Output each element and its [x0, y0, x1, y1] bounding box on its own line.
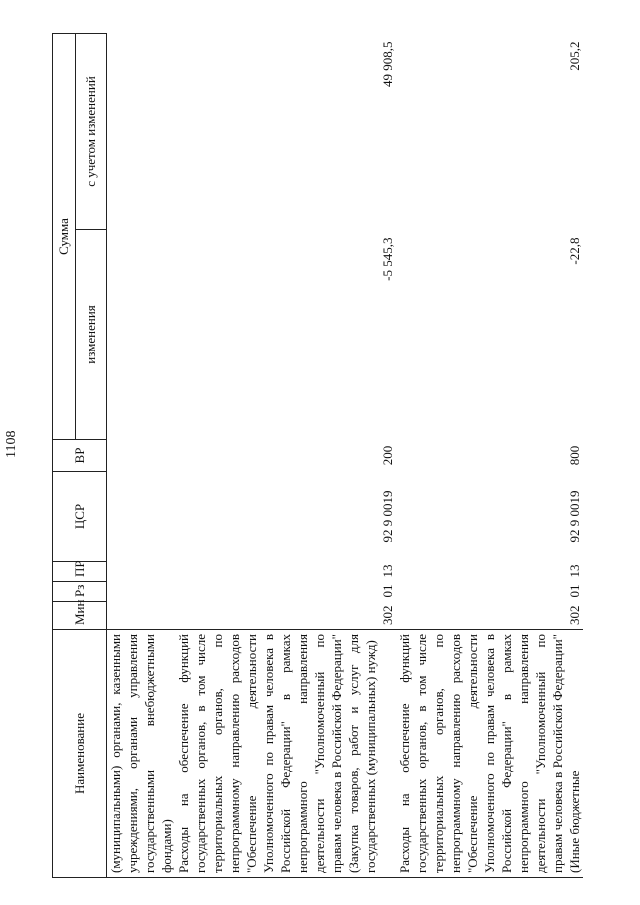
- row-vr: [107, 440, 176, 472]
- budget-table: [52, 33, 583, 878]
- row-pr: 13: [380, 564, 395, 578]
- row-change: -22,8: [567, 237, 582, 265]
- header-csr: ЦСР: [53, 472, 107, 562]
- row-total: 49 908,5: [380, 41, 395, 87]
- row-csr: [107, 472, 176, 562]
- table-row: [175, 34, 396, 878]
- row-change: -5 545,3: [380, 237, 395, 281]
- row-min: 302: [567, 605, 582, 625]
- row-rz: [107, 582, 176, 602]
- row-csr: 92 9 0019: [380, 490, 395, 543]
- row-change: [107, 230, 176, 440]
- header-min: Мин: [53, 602, 107, 630]
- header-rz: Рз: [53, 582, 107, 602]
- row-min: [107, 602, 176, 630]
- row-csr: 92 9 0019: [567, 490, 582, 543]
- table-header-row: [53, 34, 76, 878]
- row-vr: 800: [567, 445, 582, 466]
- table-row: [107, 34, 176, 878]
- row-pr: 13: [567, 564, 582, 578]
- row-pr: [107, 562, 176, 582]
- table-row: [396, 34, 583, 878]
- header-vr: ВР: [53, 440, 107, 472]
- row-name: Расходы на обеспечение функций государственных органов, в том числе территориальных органов, по непрограммному направлению расходов "Обеспечение деятельности Уполномоченного по правам человека в Российской Федерации" в рамках непрограммного направления деятельности "Уполномоченный по правам человека в Российской Федерации" (Закупка товаров, работ и услуг для государственных (муниципальных) нужд): [175, 630, 396, 878]
- header-sum: Сумма: [53, 34, 76, 440]
- row-rz: 01: [380, 584, 395, 598]
- row-total: [107, 34, 176, 230]
- page-number: 1108: [4, 430, 19, 458]
- row-name: (муниципальными) органами, казенными учреждениями, органами управления государственными внебюджетными фондами): [107, 630, 176, 878]
- row-vr: 200: [380, 445, 395, 466]
- header-with-change: с учетом изменений: [76, 34, 107, 230]
- row-total: 205,2: [567, 41, 582, 71]
- header-change: изменения: [76, 230, 107, 440]
- header-pr: ПР: [53, 562, 107, 582]
- row-min: 302: [380, 605, 395, 625]
- header-name: Наименование: [53, 630, 107, 878]
- row-name: Расходы на обеспечение функций государственных органов, в том числе территориальных органов, по непрограммному направлению расходов "Обеспечение деятельности Уполномоченного по правам человека в Российской Федерации" в рамках непрограммного направления деятельности "Уполномоченный по правам человека в Российской Федерации" (Иные бюджетные: [396, 630, 583, 878]
- row-rz: 01: [567, 584, 582, 598]
- rotated-page: [4, 33, 608, 878]
